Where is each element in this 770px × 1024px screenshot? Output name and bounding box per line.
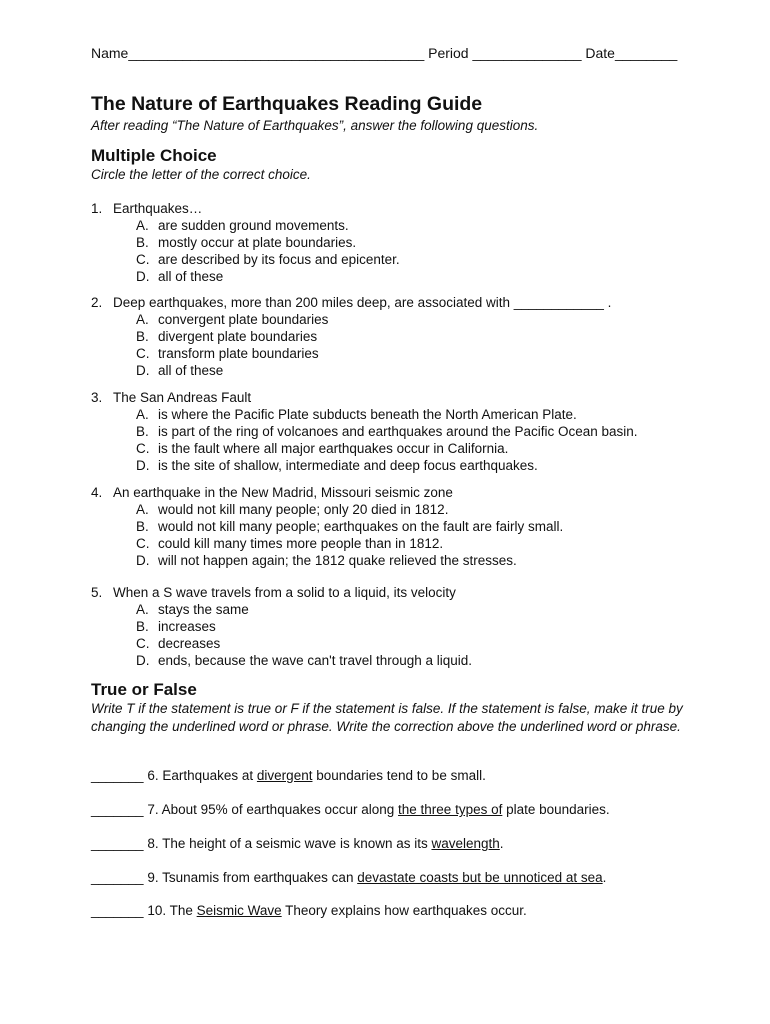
question-number: 2. — [91, 295, 103, 310]
option-b[interactable] — [91, 423, 711, 440]
question-number: 4. — [91, 485, 103, 500]
option-c[interactable] — [91, 635, 711, 652]
option-a[interactable] — [91, 501, 711, 518]
option-b[interactable] — [91, 618, 711, 635]
worksheet-title: The Nature of Earthquakes Reading Guide — [91, 93, 483, 115]
question-text: Earthquakes… — [113, 201, 203, 216]
option-text: will not happen again; the 1812 quake relieved the stresses. — [158, 553, 517, 568]
option-b[interactable] — [91, 234, 711, 251]
statement-end: Theory explains how earthquakes occur. — [281, 903, 527, 918]
option-letter: C. — [136, 636, 150, 651]
question-text: An earthquake in the New Madrid, Missouri seismic zone — [113, 485, 453, 500]
statement-start: About 95% of earthquakes occur along — [161, 802, 399, 817]
option-c[interactable] — [91, 440, 711, 457]
option-text: are sudden ground movements. — [158, 218, 349, 233]
question-stem — [91, 200, 711, 217]
answer-blank[interactable]: _______ — [91, 836, 144, 851]
answer-blank[interactable]: _______ — [91, 768, 144, 783]
answer-blank[interactable]: _______ — [91, 802, 144, 817]
option-letter: D. — [136, 653, 150, 668]
question-5 — [91, 584, 711, 669]
name-label: Name — [91, 45, 129, 61]
answer-options — [91, 406, 711, 474]
question-stem — [91, 294, 711, 311]
option-c[interactable] — [91, 535, 711, 552]
question-number: 5. — [91, 585, 103, 600]
true-false-item-10 — [91, 902, 527, 919]
option-letter: A. — [136, 502, 149, 517]
true-false-instructions: Write T if the statement is true or F if the statement is false. If the statement is false, make it true by changing the underlined word or phrase. Write the correction above the underlined word or phrase. — [91, 701, 683, 734]
option-d[interactable] — [91, 268, 711, 285]
underlined-phrase: wavelength — [431, 836, 500, 851]
option-letter: B. — [136, 329, 149, 344]
statement-start: The — [169, 903, 197, 918]
answer-options — [91, 311, 711, 379]
true-false-item-8 — [91, 835, 504, 852]
period-label: Period — [428, 45, 469, 61]
question-1 — [91, 200, 711, 285]
statement-end: . — [499, 836, 504, 851]
answer-options — [91, 501, 711, 569]
option-text: decreases — [158, 636, 221, 651]
date-label: Date — [585, 45, 615, 61]
option-text: mostly occur at plate boundaries. — [158, 235, 357, 250]
option-text: could kill many times more people than in 1812. — [158, 536, 444, 551]
statement-start: Earthquakes at — [162, 768, 257, 783]
option-letter: A. — [136, 602, 149, 617]
option-letter: A. — [136, 218, 149, 233]
option-c[interactable] — [91, 251, 711, 268]
question-text: When a S wave travels from a solid to a liquid, its velocity — [113, 585, 456, 600]
option-text: would not kill many people; only 20 died in 1812. — [158, 502, 449, 517]
underlined-phrase: Seismic Wave — [196, 903, 282, 918]
true-false-item-6 — [91, 767, 486, 784]
question-text: Deep earthquakes, more than 200 miles deep, are associated with ____________ . — [113, 295, 612, 310]
question-stem — [91, 584, 711, 601]
option-d[interactable] — [91, 362, 711, 379]
option-letter: C. — [136, 441, 150, 456]
question-number: 3. — [91, 390, 103, 405]
option-letter: B. — [136, 519, 149, 534]
item-number: 7. — [147, 802, 159, 817]
question-stem — [91, 389, 711, 406]
question-text: The San Andreas Fault — [113, 390, 252, 405]
option-text: is part of the ring of volcanoes and earthquakes around the Pacific Ocean basin. — [158, 424, 638, 439]
question-3 — [91, 389, 711, 474]
item-number: 6. — [147, 768, 159, 783]
option-letter: B. — [136, 235, 149, 250]
option-c[interactable] — [91, 345, 711, 362]
option-text: is where the Pacific Plate subducts beneath the North American Plate. — [158, 407, 577, 422]
item-number: 8. — [147, 836, 159, 851]
option-text: would not kill many people; earthquakes on the fault are fairly small. — [158, 519, 564, 534]
date-blank: ________ — [614, 45, 678, 61]
option-a[interactable] — [91, 311, 711, 328]
option-text: all of these — [158, 269, 224, 284]
option-b[interactable] — [91, 518, 711, 535]
option-letter: A. — [136, 312, 149, 327]
option-letter: C. — [136, 536, 150, 551]
option-a[interactable] — [91, 601, 711, 618]
option-text: is the fault where all major earthquakes occur in California. — [158, 441, 509, 456]
statement-end: boundaries tend to be small. — [312, 768, 486, 783]
option-text: divergent plate boundaries — [158, 329, 318, 344]
option-text: stays the same — [158, 602, 249, 617]
answer-options — [91, 217, 711, 285]
option-text: are described by its focus and epicenter. — [158, 252, 400, 267]
option-a[interactable] — [91, 217, 711, 234]
option-letter: B. — [136, 424, 149, 439]
option-d[interactable] — [91, 552, 711, 569]
question-4 — [91, 484, 711, 569]
true-false-heading: True or False — [91, 680, 197, 699]
worksheet-subtitle: After reading “The Nature of Earthquakes”, answer the following questions. — [91, 118, 539, 133]
option-text: increases — [158, 619, 216, 634]
option-a[interactable] — [91, 406, 711, 423]
option-text: transform plate boundaries — [158, 346, 319, 361]
period-blank: ______________ — [472, 45, 582, 61]
option-text: is the site of shallow, intermediate and deep focus earthquakes. — [158, 458, 538, 473]
option-text: ends, because the wave can't travel through a liquid. — [158, 653, 473, 668]
option-letter: D. — [136, 458, 150, 473]
option-b[interactable] — [91, 328, 711, 345]
true-false-item-7 — [91, 801, 610, 818]
option-letter: D. — [136, 363, 150, 378]
question-2 — [91, 294, 711, 379]
multiple-choice-instructions: Circle the letter of the correct choice. — [91, 167, 311, 182]
option-letter: A. — [136, 407, 149, 422]
answer-blank[interactable]: _______ — [91, 903, 144, 918]
statement-start: Tsunamis from earthquakes can — [162, 870, 358, 885]
option-letter: D. — [136, 553, 150, 568]
option-letter: C. — [136, 252, 150, 267]
statement-end: plate boundaries. — [502, 802, 610, 817]
statement-end: . — [602, 870, 607, 885]
statement-start: The height of a seismic wave is known as its — [162, 836, 432, 851]
option-letter: B. — [136, 619, 149, 634]
answer-options — [91, 601, 711, 669]
underlined-phrase: divergent — [256, 768, 313, 783]
option-d[interactable] — [91, 652, 711, 669]
answer-blank[interactable]: _______ — [91, 870, 144, 885]
option-text: all of these — [158, 363, 224, 378]
multiple-choice-heading: Multiple Choice — [91, 146, 217, 165]
student-info-line — [91, 45, 677, 61]
underlined-phrase: the three types of — [398, 802, 503, 817]
option-letter: D. — [136, 269, 150, 284]
option-text: convergent plate boundaries — [158, 312, 329, 327]
option-letter: C. — [136, 346, 150, 361]
name-blank: ______________________________________ — [128, 45, 425, 61]
option-d[interactable] — [91, 457, 711, 474]
question-stem — [91, 484, 711, 501]
item-number: 9. — [147, 870, 159, 885]
question-number: 1. — [91, 201, 103, 216]
true-false-item-9 — [91, 869, 606, 886]
underlined-phrase: devastate coasts but be unnoticed at sea — [357, 870, 603, 885]
item-number: 10. — [147, 903, 167, 918]
